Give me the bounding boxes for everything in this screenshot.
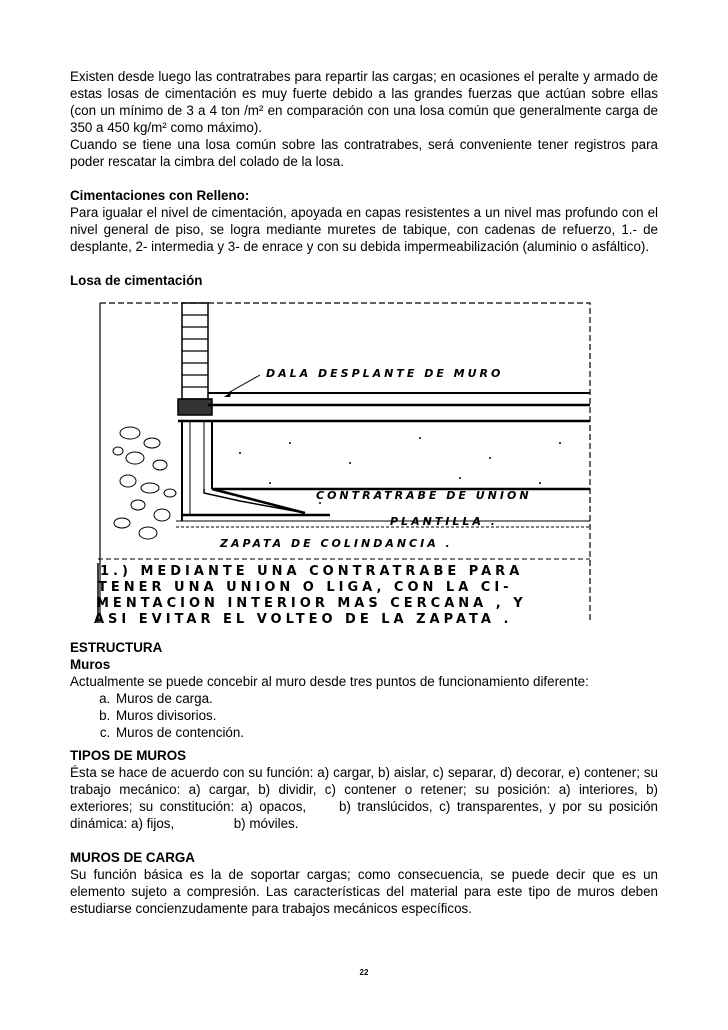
label-zapata: ZAPATA DE COLINDANCIA . <box>220 537 453 550</box>
list-item: a. Muros de carga. <box>114 690 658 707</box>
page-number: 22 <box>359 968 369 977</box>
estructura-intro: Actualmente se puede concebir al muro desde tres puntos de funcionamiento diferente: <box>70 674 589 689</box>
estructura-heading: ESTRUCTURA <box>70 640 163 655</box>
page-content <box>70 68 658 917</box>
list-item: c. Muros de contención. <box>114 724 658 741</box>
caption-line-4: ASI EVITAR EL VOLTEO DE LA ZAPATA . <box>94 612 513 627</box>
label-contratrabe: CONTRATRABE DE UNION <box>316 489 532 502</box>
relleno-paragraph: Para igualar el nivel de cimentación, apoyada en capas resistentes a un nivel mas profundo con el nivel general de piso, se logra mediante muretes de tabique, con cadenas de refuerzo, 1.- de desplante, 2- intermedia y 3- de enrace y con su debida impermeabilización (aluminio o asfáltico). <box>70 205 658 254</box>
carga-paragraph: Su función básica es la de soportar cargas; como consecuencia, se puede decir que es un elemento sujeto a compresión. Las características del material para este tipo de muros deben estudiarse concienzudamente para trabajos mecánicos específicos. <box>70 867 658 916</box>
label-plantilla: PLANTILLA . <box>390 515 498 528</box>
intro-paragraph-2: Cuando se tiene una losa común sobre las contratrabes, será conveniente tener registros para poder rescatar la cimbra del colado de la losa. <box>70 137 658 169</box>
losa-cimentacion-drawing <box>90 293 600 633</box>
muros-list <box>70 690 658 741</box>
list-item: b. Muros divisorios. <box>114 707 658 724</box>
label-dala-desplante: DALA DESPLANTE DE MURO <box>266 367 504 380</box>
tipos-paragraph <box>70 764 658 832</box>
tipos-heading: TIPOS DE MUROS <box>70 748 187 763</box>
tipos-text-c: b) móviles. <box>233 816 299 831</box>
muros-subheading: Muros <box>70 657 111 672</box>
relleno-heading: Cimentaciones con Relleno: <box>70 188 250 203</box>
intro-paragraph-1: Existen desde luego las contratrabes para repartir las cargas; en ocasiones el peralte y armado de estas losas de cimentación es muy fuerte debido a las grandes fuerzas que actúan sobre ellas (con un mínimo de 3 a 4 ton /m² en comparación con una losa común que generalmente carga de 350 a 450 kg/m² como máximo). <box>70 69 658 135</box>
losa-heading: Losa de cimentación <box>70 273 203 288</box>
caption-line-1: 1.) MEDIANTE UNA CONTRATRABE PARA <box>100 564 524 579</box>
carga-heading: MUROS DE CARGA <box>70 850 195 865</box>
tipos-text-a: Ésta se hace de acuerdo con su función: a) cargar, b) aislar, c) separar, d) decorar, e) contener; su trabajo mecánico: a) cargar, b) dividir, c) contener o retener; su posición: a) interiores, b) exteriores; su constitución: a) opacos, <box>70 765 658 814</box>
tipos-text-b: b) translúcidos, c) transparentes, y por su posición dinámica: a) fijos, <box>70 799 658 831</box>
caption-line-2: TENER UNA UNION O LIGA, CON LA CI- <box>98 580 513 595</box>
caption-line-3: MENTACION INTERIOR MAS CERCANA , Y <box>96 596 527 611</box>
